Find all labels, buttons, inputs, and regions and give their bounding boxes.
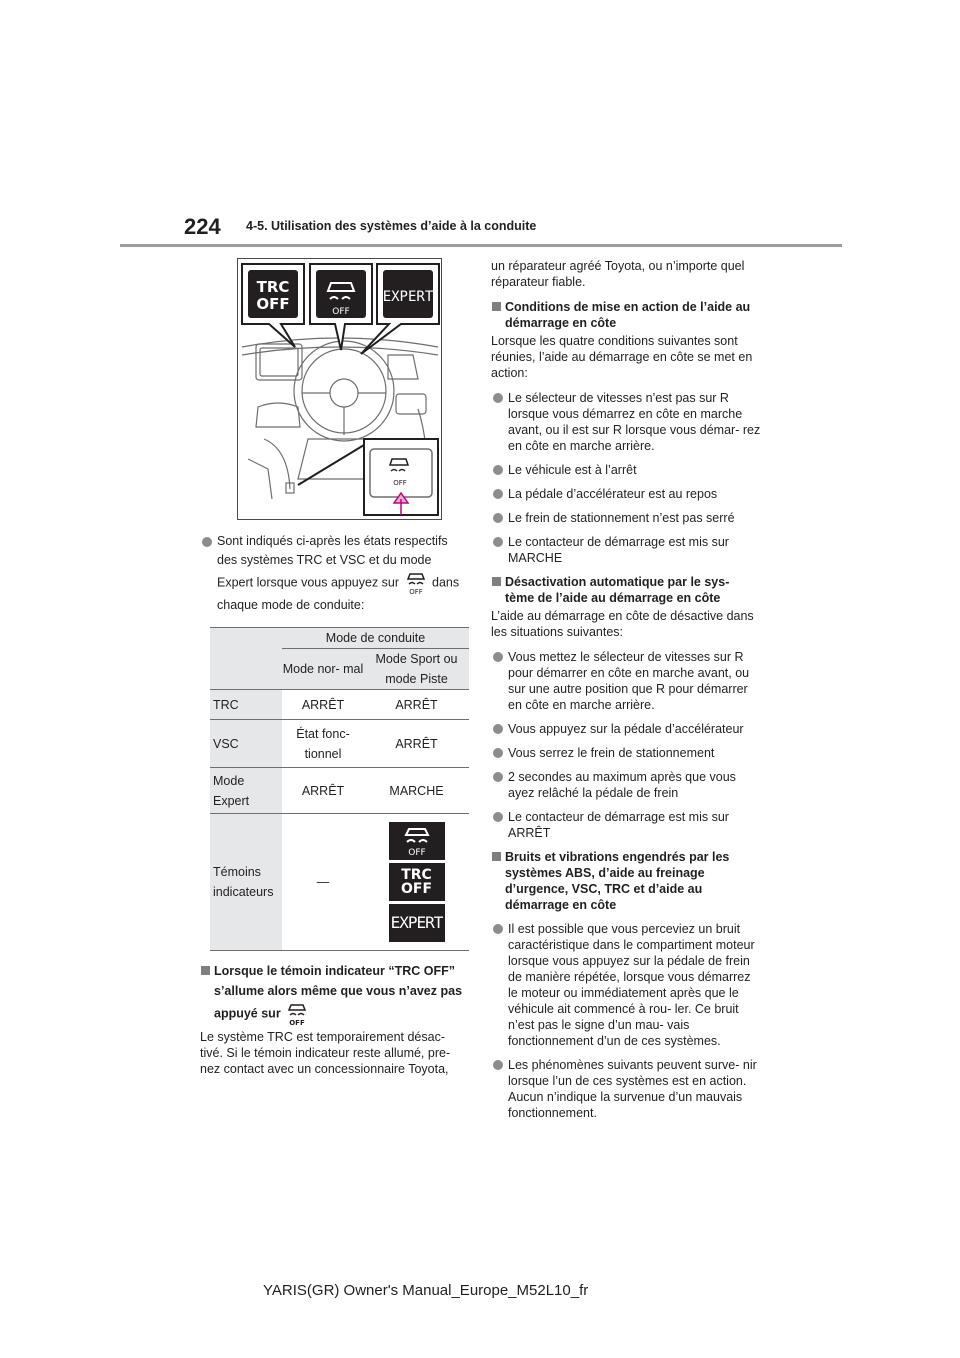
bullet-dot [493, 748, 503, 758]
list-item [491, 486, 761, 502]
heading-text: Bruits et vibrations engendrés par les systèmes ABS, d’aide au freinage d’urgence, VSC, TRC et d’aide au démarrage en côte [505, 850, 730, 912]
bullet-text: 2 secondes au maximum après que vous ayez relâché la pédale de frein [508, 770, 736, 800]
row-label: VSC [210, 720, 282, 768]
heading-noise-vibration [491, 849, 761, 913]
heading-square [201, 966, 210, 975]
list-item [491, 390, 761, 454]
list-item [491, 809, 761, 841]
table-col-normal: Mode nor- mal [282, 649, 364, 690]
list-item [491, 745, 761, 761]
heading-text: Désactivation automatique par le sys- tème de l’aide au démarrage en côte [505, 575, 730, 605]
bullet-dot [493, 489, 503, 499]
section-title: 4-5. Utilisation des systèmes d’aide à la conduite [246, 219, 537, 233]
bullet-dot [493, 924, 503, 934]
bullet-text: Il est possible que vous perceviez un bruit caractéristique dans le compartiment moteur lorsque vous appuyez sur la pédale de frein de manière répétée, lorsque vous démarrez le moteur ou immédiatement après que le véhicule ait commencé à rou- ler. Ce bruit n’est pas le signe d’un mau- vais fonctionnement d’un de ces systèmes. [508, 922, 755, 1048]
row-cell: — [282, 814, 364, 951]
list-item [491, 721, 761, 737]
bullet-text: Le contacteur de démarrage est mis sur ARRÊT [508, 810, 729, 840]
footer-manual-id: YARIS(GR) Owner's Manual_Europe_M52L10_fr [263, 1282, 589, 1299]
header-rule [120, 244, 842, 247]
bullet-text-end: dans chaque mode de conduite: [217, 575, 460, 612]
bullet-text: Vous mettez le sélecteur de vitesses sur R pour démarrer en côte en marche avant, ou sur une autre position que R pour démarrer en côte en marche arrière. [508, 650, 750, 712]
list-item [491, 1057, 761, 1121]
paragraph-trc-disabled: Le système TRC est temporairement désac- tivé. Si le témoin indicateur reste allumé, pre- nez contact avec un concessionnaire Toyota, [200, 1030, 451, 1076]
heading-text: Conditions de mise en action de l’aide au démarrage en côte [505, 300, 751, 330]
bullet-dot [202, 537, 212, 547]
heading-auto-deactivation [491, 574, 761, 606]
bullet-text: La pédale d’accélérateur est au repos [508, 487, 718, 501]
bullet-dot [493, 724, 503, 734]
bullet-dot [493, 652, 503, 662]
table-row-indicators [210, 814, 469, 951]
lamp-off-label: OFF [407, 848, 426, 858]
row-cell: ARRÊT [282, 690, 364, 720]
bullet-dot [493, 465, 503, 475]
lamp-trc-line1: TRC [401, 867, 432, 883]
page-number: 224 [184, 214, 221, 239]
vsc-off-icon [286, 1001, 308, 1027]
table-row [210, 690, 469, 720]
heading-square [492, 852, 501, 861]
heading-square [492, 577, 501, 586]
list-item [491, 649, 761, 713]
table-corner [210, 628, 282, 690]
callout-off-text: OFF [256, 295, 290, 313]
vsc-off-icon-label: OFF [408, 588, 423, 596]
bullet-dot [493, 1060, 503, 1070]
paragraph-continued: un réparateur agréé Toyota, ou n’importe quel réparateur fiable. [491, 259, 745, 289]
bullet-text: Le contacteur de démarrage est mis sur MARCHE [508, 535, 729, 565]
vsc-off-icon [405, 570, 427, 596]
table-row [210, 768, 469, 814]
list-item [491, 534, 761, 566]
dashboard-illustration [238, 259, 443, 521]
bullet-text: Le frein de stationnement n’est pas serré [508, 511, 735, 525]
row-cell: État fonc- tionnel [282, 720, 364, 768]
row-cell: ARRÊT [364, 690, 469, 720]
table-row [210, 720, 469, 768]
row-label: TRC [210, 690, 282, 720]
callout-vsc-off-text: OFF [332, 307, 350, 317]
table-header-group: Mode de conduite [282, 628, 469, 649]
bullet-text: Les phénomènes suivants peuvent surve- nir lorsque l’un de ces systèmes est en action. Aucun n’indique la survenue d’un mauvais fonctionnement. [508, 1058, 757, 1120]
dashboard-figure [237, 258, 442, 520]
list-item [491, 462, 761, 478]
trc-off-lamp-icon [389, 863, 445, 901]
bullet-dot [493, 812, 503, 822]
bullet-text: Vous serrez le frein de stationnement [508, 746, 715, 760]
vsc-off-lamp-icon [389, 822, 445, 860]
heading-square [492, 302, 501, 311]
bullet-dot [493, 772, 503, 782]
paragraph-deactivation: L’aide au démarrage en côte de désactive dans les situations suivantes: [491, 609, 754, 639]
callout-trc-text: TRC [256, 278, 290, 296]
list-item [491, 921, 761, 1049]
expert-lamp-icon [389, 904, 445, 942]
mode-table [210, 627, 469, 951]
row-label: Témoins indicateurs [210, 814, 282, 951]
bullet-mode-states [200, 532, 470, 615]
list-item [491, 769, 761, 801]
heading-trc-off-lit [200, 961, 470, 1027]
paragraph-conditions: Lorsque les quatre conditions suivantes sont réunies, l’aide au démarrage en côte se met en action: [491, 334, 753, 380]
list-item [491, 510, 761, 526]
lamp-expert-label: EXPERT [390, 913, 443, 932]
row-label: Mode Expert [210, 768, 282, 814]
row-cell: MARCHE [364, 768, 469, 814]
heading-hill-start-conditions [491, 299, 761, 331]
right-column [491, 258, 761, 1129]
bullet-text: Le sélecteur de vitesses n’est pas sur R lorsque vous démarrez en côte en marche avant, ou il est sur R lorsque vous démar- rez en côte en marche arrière. [508, 391, 761, 453]
left-column [200, 258, 470, 1086]
bullet-dot [493, 393, 503, 403]
bullet-dot [493, 513, 503, 523]
table-col-sport: Mode Sport ou mode Piste [364, 649, 469, 690]
row-cell: ARRÊT [282, 768, 364, 814]
bullet-dot [493, 537, 503, 547]
indicator-lamps [364, 814, 469, 951]
bullet-text: Vous appuyez sur la pédale d’accélérateur [508, 722, 744, 736]
row-cell: ARRÊT [364, 720, 469, 768]
heading-text: Lorsque le témoin indicateur “TRC OFF” s’allume alors même que vous n’avez pas appuyé sur [214, 964, 463, 1021]
callout-expert-text: EXPERT [382, 289, 434, 305]
bullet-text: Sont indiqués ci-après les états respectifs des systèmes TRC et VSC et du mode Expert lorsque vous appuyez sur [217, 534, 448, 590]
svg-text:OFF: OFF [393, 479, 407, 487]
bullet-text: Le véhicule est à l’arrêt [508, 463, 637, 477]
vsc-off-icon-label: OFF [289, 1019, 305, 1027]
lamp-trc-line2: OFF [400, 881, 433, 897]
